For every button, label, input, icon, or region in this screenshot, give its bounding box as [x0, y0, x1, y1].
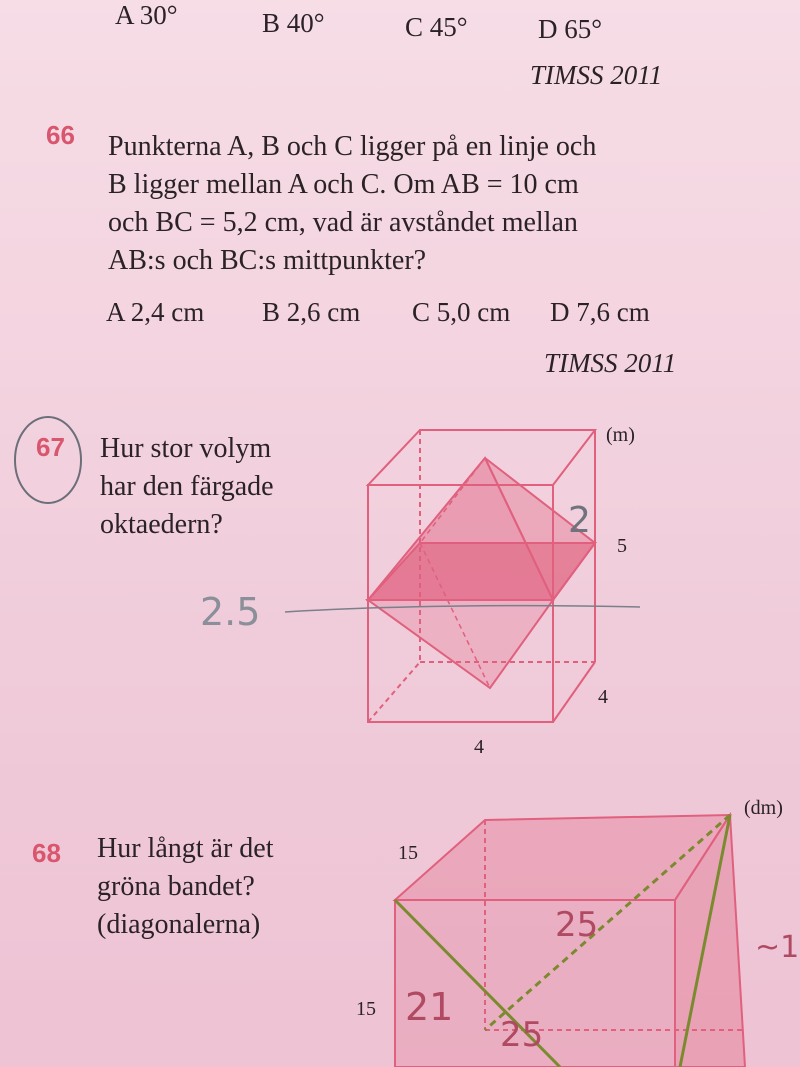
q66-line-3: och BC = 5,2 cm, vad är avståndet mellan: [108, 207, 578, 238]
q67-number: 67: [36, 432, 65, 462]
q67-line-2: har den färgade: [100, 471, 274, 502]
q66-option-b: B 2,6 cm: [262, 297, 361, 327]
q66-line-2: B ligger mellan A och C. Om AB = 10 cm: [108, 169, 579, 200]
q65-option-c: C 45°: [405, 12, 468, 42]
q68-line-1: Hur långt är det: [97, 833, 274, 864]
q66-source: TIMSS 2011: [544, 348, 677, 378]
q68-handwritten-a: 21: [405, 985, 454, 1029]
q68-text: [97, 830, 274, 944]
q67-line-3: oktaedern?: [100, 509, 223, 540]
q67-line-1: Hur stor volym: [100, 433, 272, 464]
q67-dim-height: 5: [617, 535, 627, 557]
q68-line-3: (diagonalerna): [97, 909, 261, 940]
q68-dim-top: 15: [398, 842, 418, 864]
q66-number: 66: [46, 120, 75, 150]
q68-unit: (dm): [744, 797, 783, 819]
q65-source: TIMSS 2011: [530, 60, 663, 90]
q68-handwritten-d: ~1: [755, 930, 800, 965]
q67-text: [100, 430, 274, 544]
q65-option-a: A 30°: [115, 0, 178, 30]
q65-option-b: B 40°: [262, 8, 325, 38]
q67-handwritten-half: 2: [568, 500, 591, 541]
q66-option-a: A 2,4 cm: [106, 297, 205, 327]
q66-option-c: C 5,0 cm: [412, 297, 511, 327]
q68-handwritten-c: 25: [500, 1015, 544, 1055]
q65-option-d: D 65°: [538, 14, 603, 44]
q67-handwritten-level: 2.5: [200, 590, 261, 634]
q66-option-d: D 7,6 cm: [550, 297, 650, 327]
q67-dim-width: 4: [474, 736, 484, 758]
q66-line-4: AB:s och BC:s mittpunkter?: [108, 245, 427, 276]
q68-number: 68: [32, 838, 61, 868]
q67-octahedron: [368, 458, 595, 688]
q67-dim-depth: 4: [598, 686, 608, 708]
q68-dim-left: 15: [356, 998, 376, 1020]
q68-line-2: gröna bandet?: [97, 871, 255, 902]
q68-handwritten-b: 25: [555, 905, 599, 945]
q66-line-1: Punkterna A, B och C ligger på en linje och: [108, 131, 597, 162]
q67-unit: (m): [606, 424, 635, 446]
